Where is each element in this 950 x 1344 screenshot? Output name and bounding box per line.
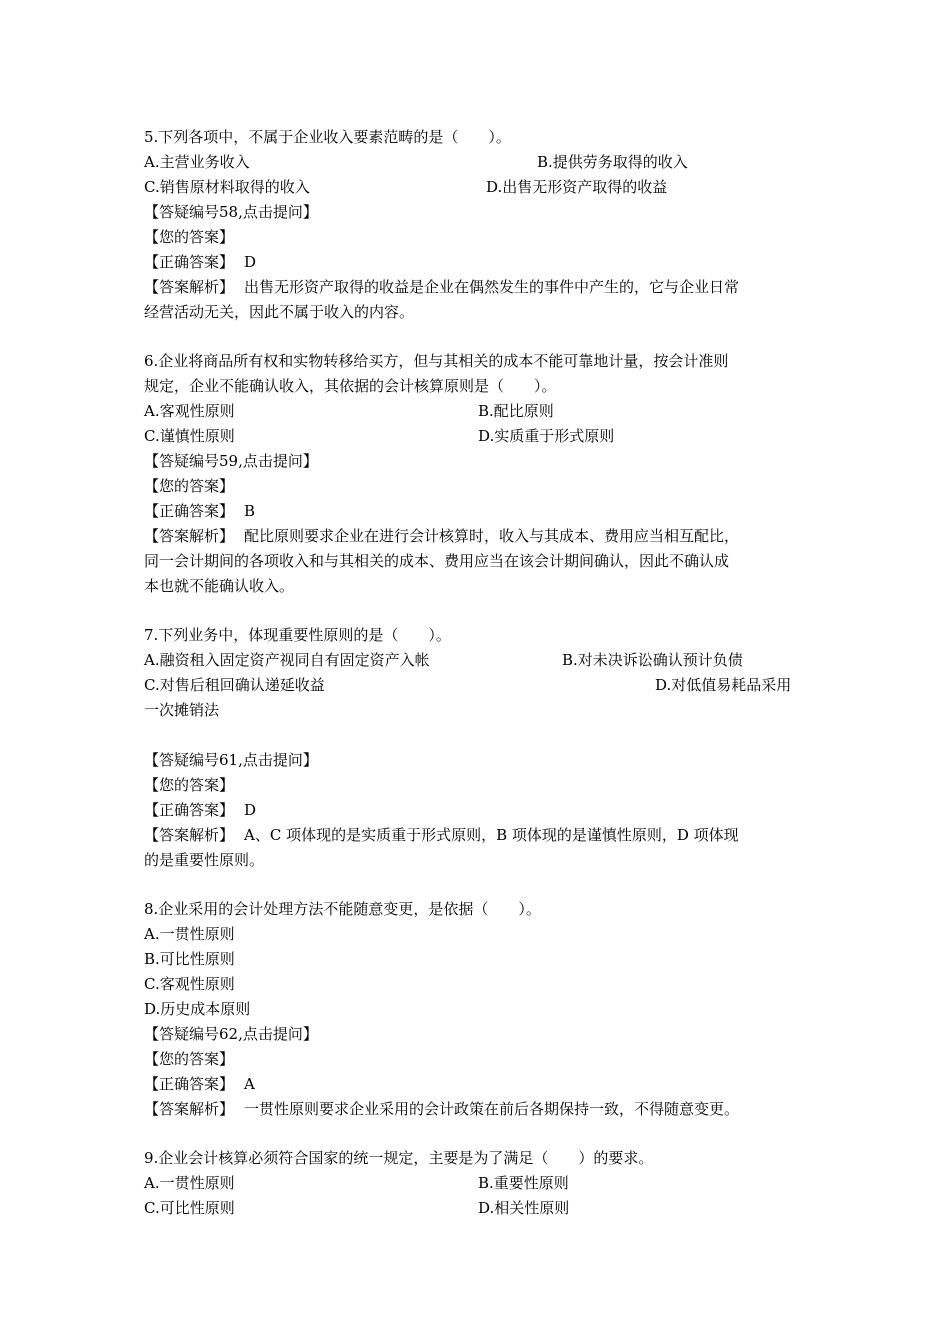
question-6-stem-cont: 规定，企业不能确认收入，其依据的会计核算原则是（ ）。 <box>144 377 557 395</box>
analysis-text: 配比原则要求企业在进行会计核算时，收入与其成本、费用应当相互配比， <box>244 527 740 545</box>
analysis-text: A、C 项体现的是实质重于形式原则，B 项体现的是谨慎性原则，D 项体现 <box>244 826 739 844</box>
question-8-analysis <box>144 1099 739 1119</box>
correct-answer-label: 【正确答案】 <box>144 801 235 819</box>
question-8-stem: 8.企业采用的会计处理方法不能随意变更，是依据（ ）。 <box>144 900 541 918</box>
question-6-ask-link[interactable]: 【答疑编号59,点击提问】 <box>144 452 318 470</box>
question-7-option-b: B.对未决诉讼确认预计负债 <box>562 651 743 669</box>
question-8-option-b: B.可比性原则 <box>144 950 235 968</box>
correct-answer-value: A <box>244 1075 255 1093</box>
question-7-option-c: C.对售后租回确认递延收益 <box>144 676 325 694</box>
question-6-stem: 6.企业将商品所有权和实物转移给买方，但与其相关的成本不能可靠地计量，按会计准则 <box>144 352 729 370</box>
question-7-analysis-cont: 的是重要性原则。 <box>144 851 265 869</box>
correct-answer-value: B <box>244 502 256 520</box>
question-7-stem: 7.下列业务中，体现重要性原则的是（ ）。 <box>144 626 451 644</box>
question-8-your-answer: 【您的答案】 <box>144 1050 235 1068</box>
question-6-analysis-cont: 本也就不能确认收入。 <box>144 577 295 595</box>
question-7-your-answer: 【您的答案】 <box>144 776 235 794</box>
question-6-option-b: B.配比原则 <box>478 402 554 420</box>
correct-answer-label: 【正确答案】 <box>144 502 235 520</box>
question-9-option-d: D.相关性原则 <box>478 1199 570 1217</box>
question-7-option-d-cont: 一次摊销法 <box>144 701 220 719</box>
correct-answer-label: 【正确答案】 <box>144 1075 235 1093</box>
question-7-option-d: D.对低值易耗品采用 <box>655 676 792 694</box>
question-6-option-c: C.谨慎性原则 <box>144 427 235 445</box>
analysis-text: 出售无形资产取得的收益是企业在偶然发生的事件中产生的，它与企业日常 <box>244 278 740 296</box>
question-8-option-a: A.一贯性原则 <box>144 925 235 943</box>
question-5-option-d: D.出售无形资产取得的收益 <box>486 178 668 196</box>
correct-answer-value: D <box>244 253 257 271</box>
analysis-text: 一贯性原则要求企业采用的会计政策在前后各期保持一致，不得随意变更。 <box>244 1100 740 1118</box>
question-6-analysis <box>144 526 739 546</box>
question-8-ask-link[interactable]: 【答疑编号62,点击提问】 <box>144 1025 318 1043</box>
question-5-option-b: B.提供劳务取得的收入 <box>537 153 688 171</box>
question-9-option-c: C.可比性原则 <box>144 1199 235 1217</box>
question-5-option-c: C.销售原材料取得的收入 <box>144 178 310 196</box>
question-8-option-c: C.客观性原则 <box>144 975 235 993</box>
correct-answer-value: D <box>244 801 257 819</box>
question-5-option-a: A.主营业务收入 <box>144 153 250 171</box>
question-5-correct-answer <box>144 252 256 272</box>
question-6-option-a: A.客观性原则 <box>144 402 235 420</box>
question-7-option-a: A.融资租入固定资产视同自有固定资产入帐 <box>144 651 430 669</box>
question-5-analysis-cont: 经营活动无关，因此不属于收入的内容。 <box>144 303 415 321</box>
analysis-label: 【答案解析】 <box>144 1100 235 1118</box>
analysis-label: 【答案解析】 <box>144 826 235 844</box>
question-6-option-d: D.实质重于形式原则 <box>478 427 615 445</box>
question-7-correct-answer <box>144 800 256 820</box>
question-5-ask-link[interactable]: 【答疑编号58,点击提问】 <box>144 203 318 221</box>
analysis-label: 【答案解析】 <box>144 278 235 296</box>
question-9-option-a: A.一贯性原则 <box>144 1174 235 1192</box>
question-7-analysis <box>144 825 739 845</box>
correct-answer-label: 【正确答案】 <box>144 253 235 271</box>
question-6-your-answer: 【您的答案】 <box>144 477 235 495</box>
question-5-your-answer: 【您的答案】 <box>144 228 235 246</box>
question-6-analysis-cont: 同一会计期间的各项收入和与其相关的成本、费用应当在该会计期间确认，因此不确认成 <box>144 552 730 570</box>
question-7-ask-link[interactable]: 【答疑编号61,点击提问】 <box>144 751 318 769</box>
question-8-correct-answer <box>144 1074 255 1094</box>
question-5-stem: 5.下列各项中，不属于企业收入要素范畴的是（ ）。 <box>144 128 511 146</box>
question-6-correct-answer <box>144 501 255 521</box>
question-9-option-b: B.重要性原则 <box>478 1174 569 1192</box>
question-8-option-d: D.历史成本原则 <box>144 1000 251 1018</box>
question-5-analysis <box>144 277 739 297</box>
question-9-stem: 9.企业会计核算必须符合国家的统一规定，主要是为了满足（ ）的要求。 <box>144 1149 654 1167</box>
analysis-label: 【答案解析】 <box>144 527 235 545</box>
